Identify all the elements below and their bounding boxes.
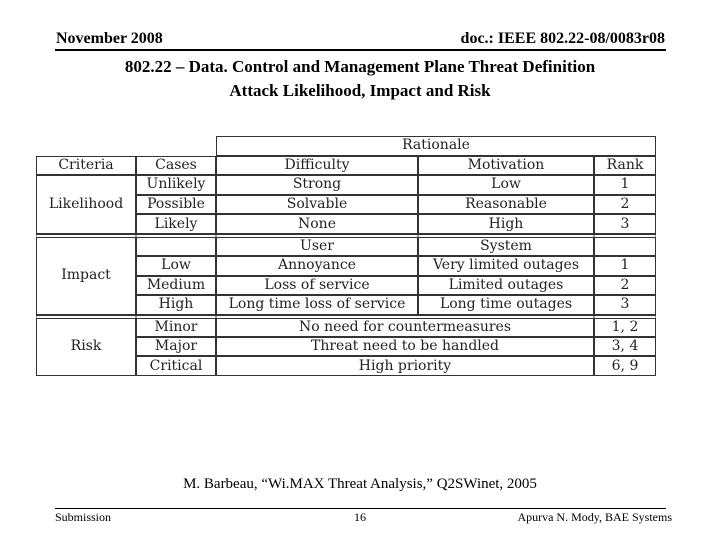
impact-subheader-blank [136, 234, 216, 256]
slide-title-line1: 802.22 – Data. Control and Management Plane Threat Definition [124, 57, 596, 76]
table-header-row [36, 156, 656, 176]
case-cell: Possible [136, 195, 216, 215]
col-header-user: User [216, 234, 418, 256]
header-doc-id: doc.: IEEE 802.22-08/0083r08 [460, 30, 665, 47]
case-cell: Minor [136, 315, 216, 337]
rank-cell: 3, 4 [594, 337, 656, 357]
footer-page-number: 16 [354, 510, 366, 524]
col-header-motivation: Motivation [418, 156, 594, 176]
col-header-criteria: Criteria [36, 156, 136, 176]
rank-cell: 6, 9 [594, 356, 656, 376]
motivation-cell: Reasonable [418, 195, 594, 215]
threat-table [36, 136, 656, 376]
criteria-risk: Risk [36, 315, 136, 376]
rank-cell: 1 [594, 175, 656, 195]
system-cell: Limited outages [418, 276, 594, 296]
footer-rule [55, 508, 666, 509]
impact-subheader-rank-blank [594, 234, 656, 256]
slide-title-line2: Attack Likelihood, Impact and Risk [229, 81, 491, 100]
rank-cell: 2 [594, 276, 656, 296]
col-header-difficulty: Difficulty [216, 156, 418, 176]
table-row-rationale [36, 136, 656, 156]
col-header-system: System [418, 234, 594, 256]
footer-submission: Submission [55, 510, 112, 524]
table-row [36, 175, 656, 195]
table-corner [136, 136, 216, 156]
case-cell: Medium [136, 276, 216, 296]
rank-cell: 3 [594, 214, 656, 234]
col-header-rank: Rank [594, 156, 656, 176]
criteria-likelihood: Likelihood [36, 175, 136, 234]
case-cell: High [136, 295, 216, 315]
rank-cell: 1 [594, 256, 656, 276]
criteria-impact: Impact [36, 234, 136, 315]
case-cell: Major [136, 337, 216, 357]
difficulty-cell: Strong [216, 175, 418, 195]
rank-cell: 1, 2 [594, 315, 656, 337]
difficulty-cell: Solvable [216, 195, 418, 215]
system-cell: Very limited outages [418, 256, 594, 276]
case-cell: Likely [136, 214, 216, 234]
threat-table-wrapper [36, 136, 656, 382]
col-header-cases: Cases [136, 156, 216, 176]
motivation-cell: Low [418, 175, 594, 195]
case-cell: Low [136, 256, 216, 276]
rank-cell: 2 [594, 195, 656, 215]
impact-subheader-row [36, 234, 656, 256]
risk-desc-cell: No need for countermeasures [216, 315, 594, 337]
case-cell: Unlikely [136, 175, 216, 195]
user-cell: Loss of service [216, 276, 418, 296]
header-rule [55, 49, 666, 51]
header-date: November 2008 [56, 30, 163, 47]
system-cell: Long time outages [418, 295, 594, 315]
case-cell: Critical [136, 356, 216, 376]
risk-desc-cell: High priority [216, 356, 594, 376]
difficulty-cell: None [216, 214, 418, 234]
table-corner [36, 136, 136, 156]
user-cell: Annoyance [216, 256, 418, 276]
rationale-header: Rationale [216, 136, 656, 156]
rank-cell: 3 [594, 295, 656, 315]
motivation-cell: High [418, 214, 594, 234]
risk-desc-cell: Threat need to be handled [216, 337, 594, 357]
citation: M. Barbeau, “Wi.MAX Threat Analysis,” Q2SWinet, 2005 [183, 476, 537, 492]
user-cell: Long time loss of service [216, 295, 418, 315]
footer-author: Apurva N. Mody, BAE Systems [517, 510, 672, 524]
table-row [36, 315, 656, 337]
